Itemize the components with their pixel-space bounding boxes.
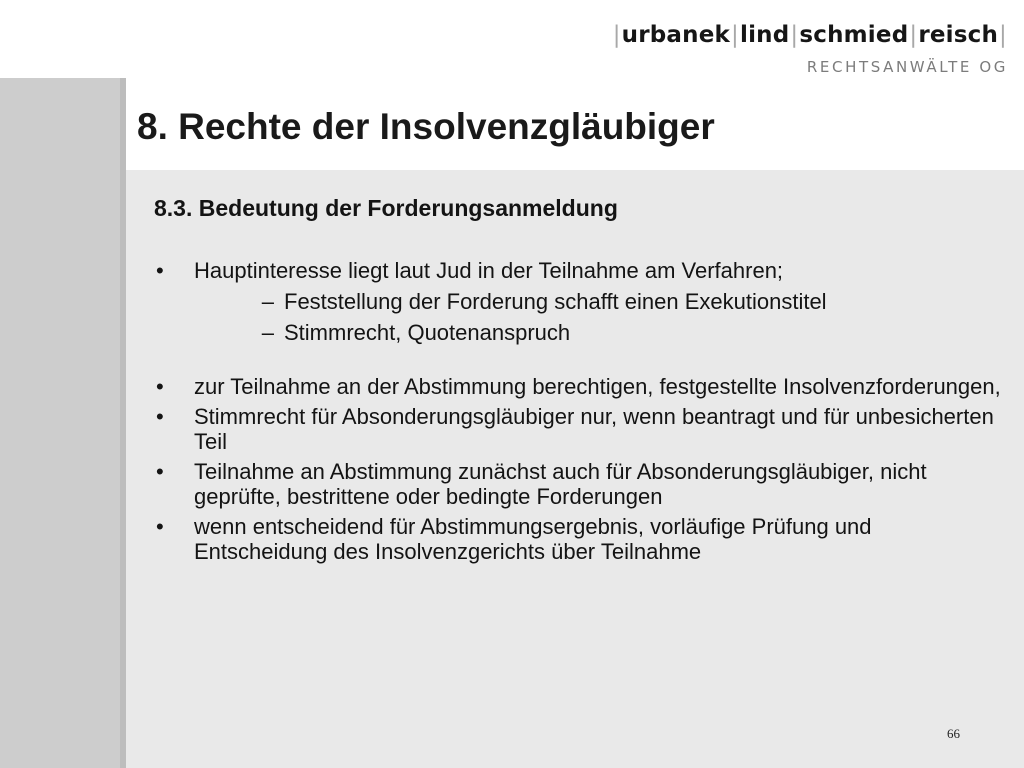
- page-number: 66: [947, 726, 960, 741]
- bullet-text: wenn entscheidend für Abstimmungsergebnis, vorläufige Prüfung und Entscheidung des Insolvenzgerichts über Teilnahme: [194, 514, 872, 564]
- bullet-item: [154, 404, 1004, 454]
- sub-bullet-item: [154, 320, 1004, 345]
- sub-bullet-text: Stimmrecht, Quotenanspruch: [284, 320, 571, 345]
- dash-marker: –: [261, 320, 274, 345]
- slide-subtitle: 8.3. Bedeutung der Forderungsanmeldung: [154, 195, 618, 221]
- slide-title: 8. Rechte der Insolvenzgläubiger: [137, 106, 715, 147]
- bullet-text: Teilnahme an Abstimmung zunächst auch für Absonderungsgläubiger, nicht geprüfte, bestrittene oder bedingte Forderungen: [194, 459, 927, 509]
- bullet-marker: •: [156, 514, 164, 539]
- logo-subtitle: RECHTSANWÄLTE OG: [806, 58, 1008, 76]
- bullet-text: Hauptinteresse liegt laut Jud in der Teilnahme am Verfahren;: [194, 258, 784, 283]
- bullet-item: [154, 514, 1004, 564]
- bullet-item: [154, 258, 1004, 283]
- bullet-marker: •: [156, 459, 164, 484]
- bullet-marker: •: [156, 374, 164, 399]
- left-decorative-bar: [0, 78, 126, 768]
- logo-name-reisch: reisch: [918, 22, 999, 48]
- logo-name-schmied: schmied: [799, 22, 909, 48]
- bullet-marker: •: [156, 258, 164, 283]
- firm-logo: [612, 22, 1008, 76]
- bullet-text: zur Teilnahme an der Abstimmung berechtigen, festgestellte Insolvenzforderungen,: [194, 374, 1001, 399]
- logo-name-urbanek: urbanek: [621, 22, 731, 48]
- dash-marker: –: [261, 289, 274, 314]
- logo-name-lind: lind: [739, 22, 790, 48]
- bullet-item: [154, 374, 1004, 399]
- bullet-marker: •: [156, 404, 164, 429]
- bullet-list: [154, 258, 1004, 564]
- sub-bullet-item: [154, 289, 1004, 314]
- bullet-item: [154, 459, 1004, 509]
- logo-names: |urbanek|lind|schmied|reisch|: [612, 22, 1007, 48]
- bullet-text: Stimmrecht für Absonderungsgläubiger nur, wenn beantragt und für unbesicherten Teil: [194, 404, 994, 454]
- sub-bullet-text: Feststellung der Forderung schafft einen Exekutionstitel: [284, 289, 827, 314]
